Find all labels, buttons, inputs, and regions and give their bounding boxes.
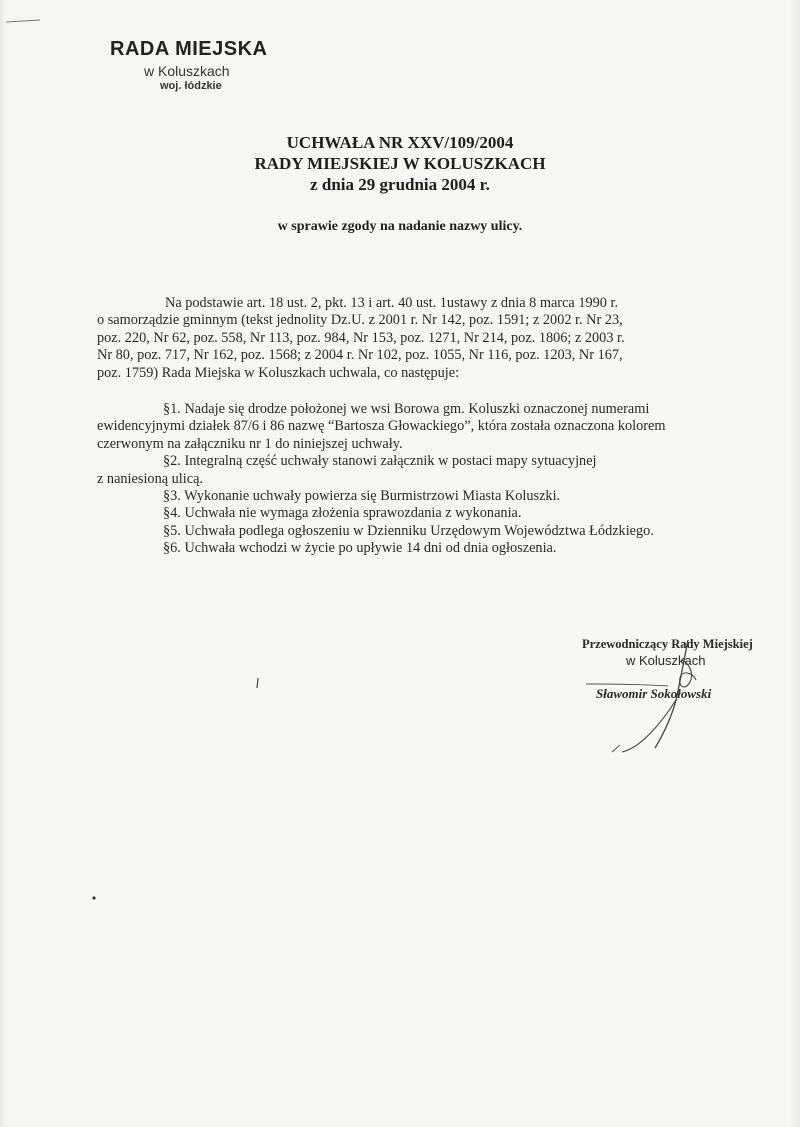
paragraph-5: §5. Uchwała podlega ogłoszeniu w Dzienniku Urzędowym Województwa Łódzkiego. (163, 522, 654, 539)
paragraph-1-line: ewidencyjnymi działek 87/6 i 86 nazwę “Bartosza Głowackiego”, która została oznaczona kolorem (97, 418, 666, 435)
preamble-line: Nr 80, poz. 717, Nr 162, poz. 1568; z 2004 r. Nr 102, poz. 1055, Nr 116, poz. 1203, Nr 167, (97, 347, 623, 364)
paragraph-1-line: §1. Nadaje się drodze położonej we wsi Borowa gm. Koluszki oznaczonej numerami (163, 401, 650, 418)
signatory-place: w Koluszkach (626, 653, 706, 668)
paragraph-2-line: §2. Integralną część uchwały stanowi załącznik w postaci mapy sytuacyjnej (163, 453, 597, 470)
paragraph-2-line: z naniesioną ulicą. (97, 470, 203, 487)
paragraph-3: §3. Wykonanie uchwały powierza się Burmistrzowi Miasta Koluszki. (163, 488, 561, 505)
paragraph-6: §6. Uchwała wchodzi w życie po upływie 14 dni od dnia ogłoszenia. (163, 540, 557, 557)
paragraph-1-line: czerwonym na załączniku nr 1 do niniejszej uchwały. (97, 435, 403, 452)
council-name: RADY MIEJSKIEJ W KOLUSZKACH (254, 154, 546, 173)
resolution-body (97, 295, 727, 558)
resolution-subject: w sprawie zgody na nadanie nazwy ulicy. (277, 219, 523, 234)
preamble-line: Na podstawie art. 18 ust. 2, pkt. 13 i art. 40 ust. 1ustawy z dnia 8 marca 1990 r. (165, 295, 619, 311)
council-stamp (110, 38, 310, 92)
paragraph-4: §4. Uchwała nie wymaga złożenia sprawozdania z wykonania. (163, 505, 522, 522)
signature-block (582, 637, 782, 702)
preamble-line: o samorządzie gminnym (tekst jednolity Dz.U. z 2001 r. Nr 142, poz. 1591; z 2002 r. Nr 23, (97, 312, 623, 329)
signatory-role: Przewodniczący Rady Miejskiej (582, 637, 753, 651)
resolution-date: z dnia 29 grudnia 2004 r. (310, 175, 490, 194)
stamp-line-1: RADA MIEJSKA (110, 38, 268, 60)
resolution-number: UCHWAŁA NR XXV/109/2004 (286, 133, 514, 152)
stamp-line-3: woj. łódzkie (160, 80, 222, 92)
stamp-line-2: w Koluszkach (144, 63, 230, 79)
signatory-name: Sławomir Sokołowski (596, 686, 712, 701)
preamble-line: poz. 1759) Rada Miejska w Koluszkach uchwala, co następuje: (97, 364, 460, 381)
preamble-line: poz. 220, Nr 62, poz. 558, Nr 113, poz. 984, Nr 153, poz. 1271, Nr 214, poz. 1806; z 2003 r. (97, 329, 625, 346)
resolution-header (0, 132, 800, 195)
